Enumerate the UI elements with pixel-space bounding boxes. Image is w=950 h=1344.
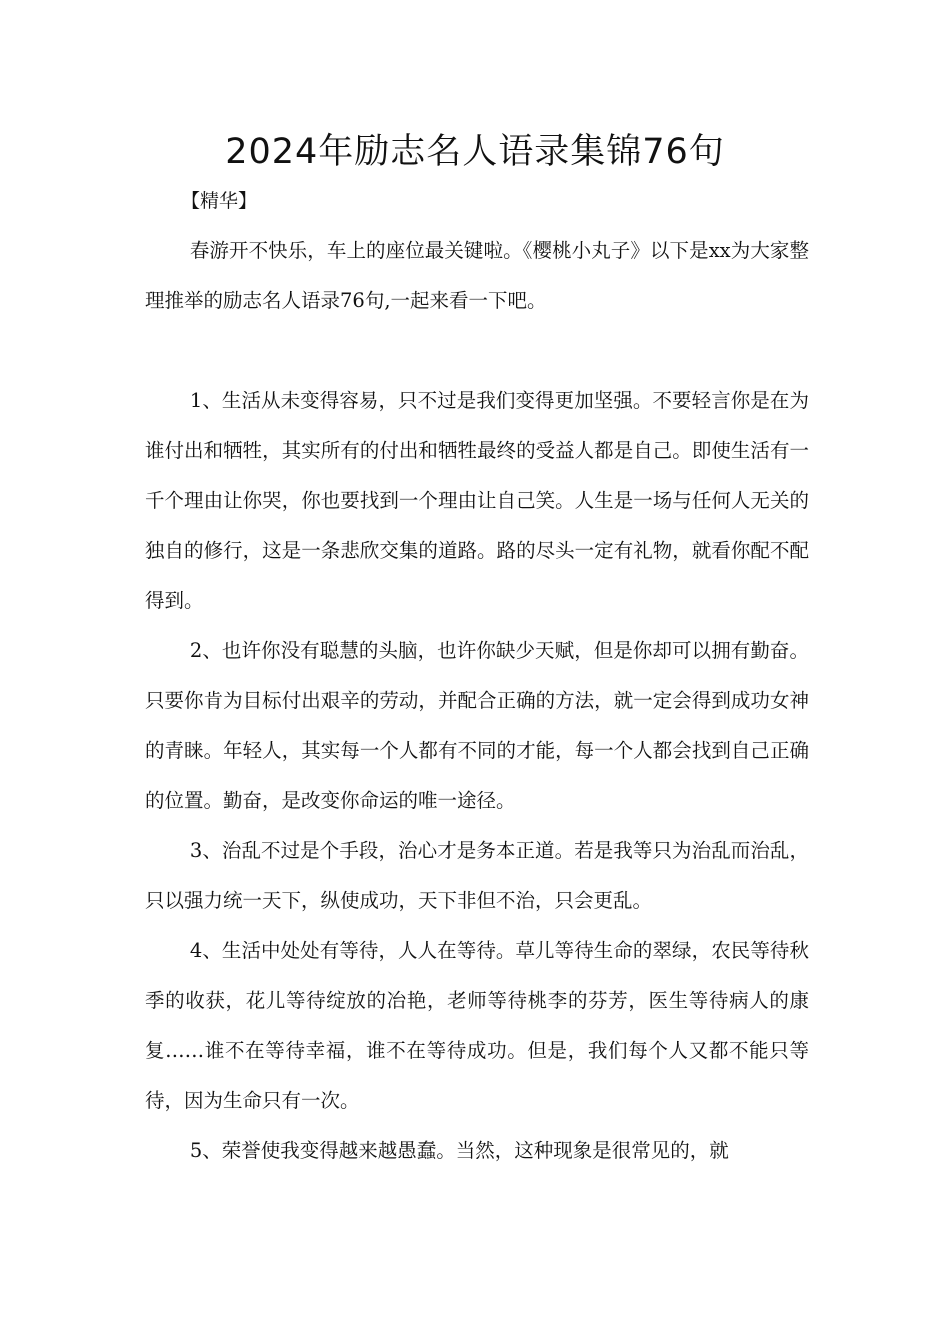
quote-paragraph: 3、治乱不过是个手段，治心才是务本正道。若是我等只为治乱而治乱，只以强力统一天下，纵使成功，天下非但不治，只会更乱。 xyxy=(145,839,809,912)
intro-paragraph: 春游开不快乐，车上的座位最关键啦。《樱桃小丸子》以下是xx为大家整理推举的励志名人语录76句,一起来看一下吧。 xyxy=(145,239,809,312)
quotes-section xyxy=(145,376,809,1176)
quote-paragraph: 1、生活从未变得容易，只不过是我们变得更加坚强。不要轻言你是在为谁付出和牺牲，其实所有的付出和牺牲最终的受益人都是自己。即使生活有一千个理由让你哭，你也要找到一个理由让自己笑。人生是一场与任何人无关的独自的修行，这是一条悲欣交集的道路。路的尽头一定有礼物，就看你配不配得到。 xyxy=(145,389,809,612)
quote-paragraph: 5、荣誉使我变得越来越愚蠢。当然，这种现象是很常见的，就 xyxy=(189,1139,729,1162)
essence-tag: 【精华】 xyxy=(181,190,258,212)
quote-paragraph: 2、也许你没有聪慧的头脑，也许你缺少天赋，但是你却可以拥有勤奋。只要你肯为目标付出艰辛的劳动，并配合正确的方法，就一定会得到成功女神的青睐。年轻人，其实每一个人都有不同的才能，每一个人都会找到自己正确的位置。勤奋，是改变你命运的唯一途径。 xyxy=(145,639,809,812)
document-title: 2024年励志名人语录集锦76句 xyxy=(225,132,725,172)
intro-section xyxy=(145,226,809,326)
quote-paragraph: 4、生活中处处有等待，人人在等待。草儿等待生命的翠绿，农民等待秋季的收获，花儿等待绽放的冶艳，老师等待桃李的芬芳，医生等待病人的康复……谁不在等待幸福，谁不在等待成功。但是，我们每个人又都不能只等待，因为生命只有一次。 xyxy=(145,939,809,1112)
